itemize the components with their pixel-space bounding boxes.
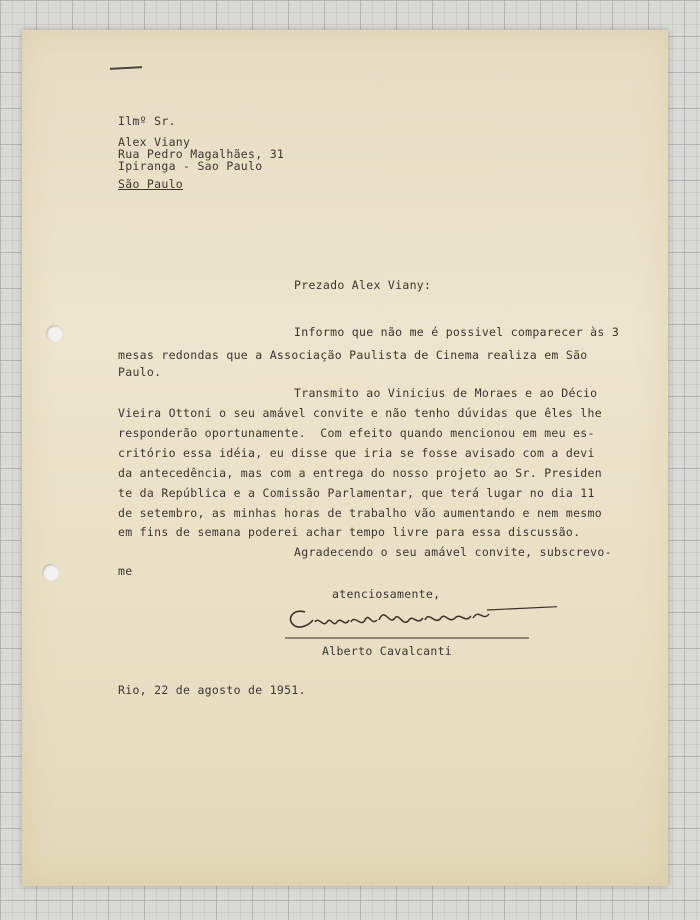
body-line-9: te da República e a Comissão Parlamentar, que terá lugar no dia 11 (118, 486, 595, 500)
body-line-3: Paulo. (118, 365, 162, 379)
address-line-1: Alex Viany (118, 135, 191, 149)
closing: atenciosamente, (332, 587, 441, 601)
date-line: Rio, 22 de agosto de 1951. (118, 683, 306, 697)
body-line-1: Informo que não me é possivel comparecer às 3 (294, 325, 620, 339)
body-line-11: em fins de semana poderei achar tempo livre para essa discussão. (118, 525, 581, 539)
handwritten-signature (257, 598, 557, 644)
body-line-12: Agradecendo o seu amável convite, subscrevo- (294, 545, 612, 559)
address-line-2: Rua Pedro Magalhães, 31 (118, 147, 285, 161)
body-line-6: responderão oportunamente. Com efeito quando mencionou em meu es- (118, 426, 595, 440)
body-line-4: Transmito ao Vinicius de Moraes e ao Décio (294, 386, 598, 400)
signature-name: Alberto Cavalcanti (322, 644, 453, 658)
body-line-10: de setembro, as minhas horas de trabalho vão aumentando e nem mesmo (118, 506, 602, 520)
body-line-7: critório essa idéia, eu disse que iria se fosse avisado com a devi (118, 446, 595, 460)
body-line-5: Vieira Ottoni o seu amável convite e não tenho dúvidas que êles lhe (118, 406, 602, 420)
punch-hole-top (46, 325, 63, 342)
address-line-3: Ipiranga - Sao Paulo (118, 159, 263, 173)
greeting: Prezado Alex Viany: (294, 278, 432, 292)
body-line-2: mesas redondas que a Associação Paulista de Cinema realiza em São (118, 348, 588, 362)
letter-paper (22, 30, 668, 886)
typed-dash-mark (110, 66, 142, 70)
body-line-8: da antecedência, mas com a entrega do nosso projeto ao Sr. Presiden (118, 466, 602, 480)
punch-hole-bottom (42, 564, 59, 581)
address-line-4: São Paulo (118, 177, 184, 191)
salutation-top: Ilmº Sr. (118, 114, 176, 128)
body-line-13: me (118, 564, 133, 578)
